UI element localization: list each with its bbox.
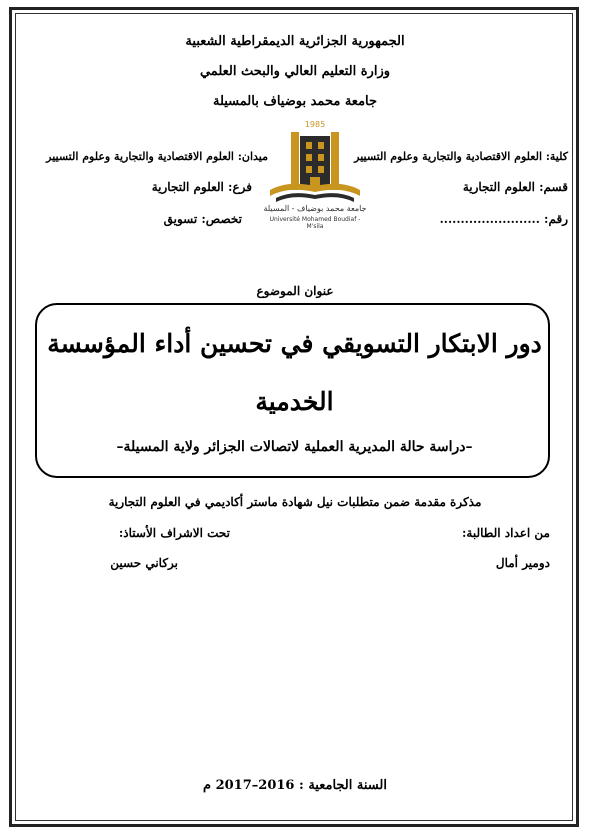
logo-year: 1985	[304, 120, 326, 129]
supervisor-label: تحت الاشراف الأستاذ:	[118, 526, 230, 540]
branch-field: فرع: العلوم التجارية	[151, 180, 252, 194]
student-label: من اعداد الطالبة:	[461, 526, 550, 540]
academic-year: السنة الجامعية : 2016–2017 م	[203, 778, 387, 793]
thesis-title-line-1: دور الابتكار التسويقي في تحسين أداء المؤسسة	[47, 329, 542, 358]
header-republic: الجمهورية الجزائرية الديمقراطية الشعبية	[185, 34, 405, 49]
header-university: جامعة محمد بوضياف بالمسيلة	[212, 94, 378, 109]
university-building-icon	[262, 130, 368, 214]
supervisor-name: بركاني حسين	[110, 556, 178, 570]
memo-note: مذكرة مقدمة ضمن متطلبات نيل شهادة ماستر أكاديمي في العلوم التجارية	[108, 495, 482, 509]
faculty-field: كلية: العلوم الاقتصادية والتجارية وعلوم التسيير	[354, 150, 568, 163]
logo-caption-arabic: جامعة محمد بوضياف - المسيلة	[263, 204, 367, 213]
logo-caption-french: Université Mohamed Boudiaf - M'sila	[269, 216, 361, 230]
university-logo	[262, 120, 368, 230]
thesis-subtitle: –دراسة حالة المديرية العملية لاتصالات الجزائر ولاية المسيلة–	[116, 439, 473, 455]
thesis-title-line-2: الخدمية	[255, 387, 334, 416]
header-ministry: وزارة التعليم العالي والبحث العلمي	[199, 64, 391, 79]
specialty-field: تخصص: تسويق	[163, 212, 242, 226]
domain-field: ميدان: العلوم الاقتصادية والتجارية وعلوم التسيير	[46, 150, 268, 163]
student-name: دومير أمال	[495, 556, 550, 570]
title-box	[35, 303, 550, 478]
reference-number-field: رقم: ........................	[439, 212, 568, 226]
topic-label: عنوان الموضوع	[256, 284, 334, 298]
department-field: قسم: العلوم التجارية	[462, 180, 568, 194]
